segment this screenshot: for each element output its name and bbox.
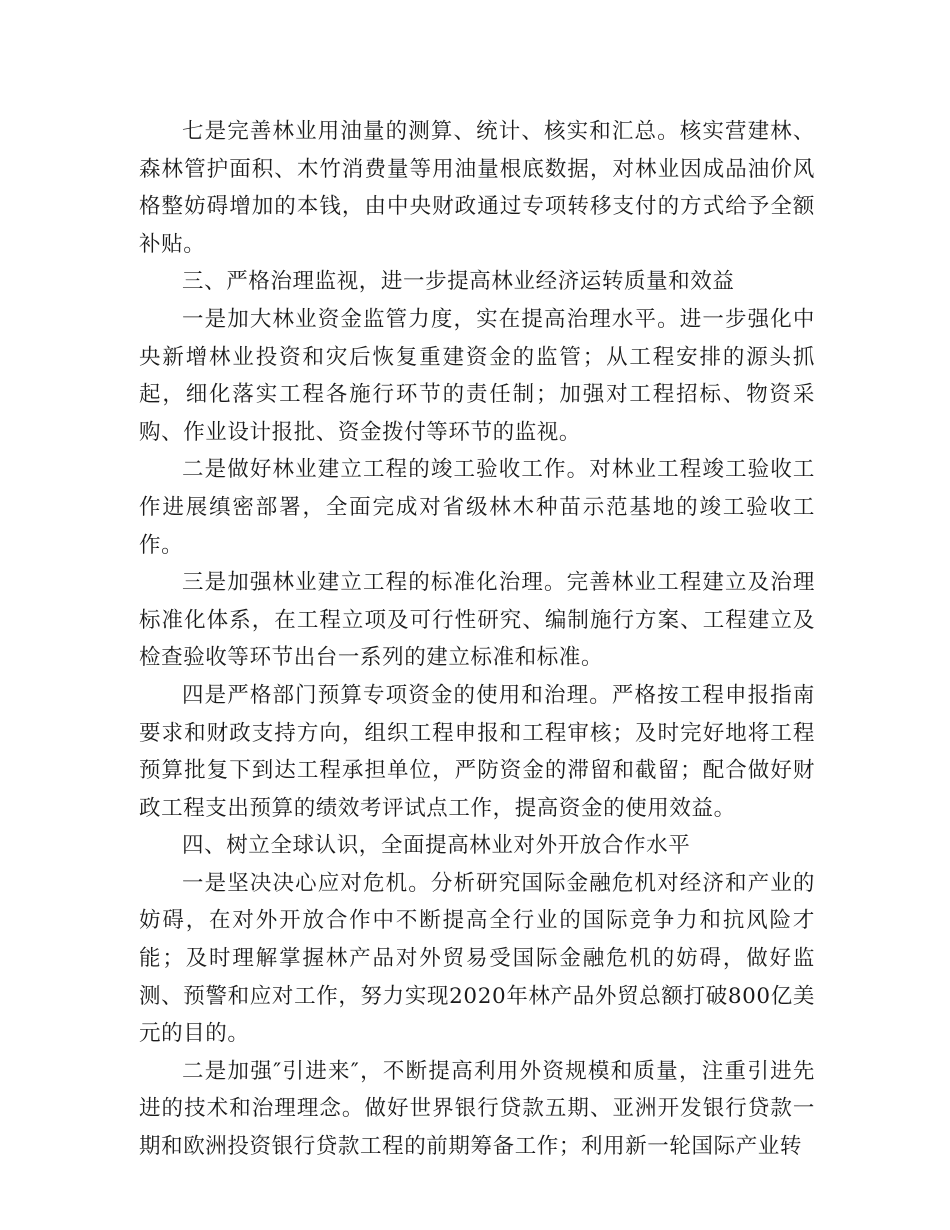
paragraph-foreign-investment: 二是加强″引进来″，不断提高利用外资规模和质量，注重引进先进的技术和治理理念。做好世界银行贷款五期、亚洲开发银行贷款一期和欧洲投资银行贷款工程的前期筹备工作；利用新一轮国际产业转 <box>139 1058 815 1160</box>
paragraph-item7-fuel-subsidy: 七是完善林业用油量的测算、统计、核实和汇总。核实营建林、森林管护面积、木竹消费量等用油量根底数据，对林业因成品油价风格整妨碍增加的本钱，由中央财政通过专项转移支付的方式给予全额补贴。 <box>139 119 815 257</box>
paragraph-project-acceptance: 二是做好林业建立工程的竣工验收工作。对林业工程竣工验收工作进展缜密部署，全面完成对省级林木种苗示范基地的竣工验收工作。 <box>139 457 815 558</box>
document-body <box>139 113 815 1166</box>
section-heading-4: 四、树立全球认识，全面提高林业对外开放合作水平 <box>182 833 691 859</box>
paragraph-fund-supervision: 一是加大林业资金监管力度，实在提高治理水平。进一步强化中央新增林业投资和灾后恢复重建资金的监管；从工程安排的源头抓起，细化落实工程各施行环节的责任制；加强对工程招标、物资采购、作业设计报批、资金拨付等环节的监视。 <box>139 306 815 445</box>
paragraph-standardization: 三是加强林业建立工程的标准化治理。完善林业工程建立及治理标准化体系，在工程立项及可行性研究、编制施行方案、工程建立及检查验收等环节出台一系列的建立标准和标准。 <box>139 570 815 671</box>
paragraph-budget-management: 四是严格部门预算专项资金的使用和治理。严格按工程申报指南要求和财政支持方向，组织工程申报和工程审核；及时完好地将工程预算批复下到达工程承担单位，严防资金的滞留和截留；配合做好财政工程支出预算的绩效考评试点工作，提高资金的使用效益。 <box>139 682 815 821</box>
section-heading-3: 三、严格治理监视，进一步提高林业经济运转质量和效益 <box>182 269 735 295</box>
paragraph-crisis-response: 一是坚决决心应对危机。分析研究国际金融危机对经济和产业的妨碍，在对外开放合作中不断提高全行业的国际竞争力和抗风险才能；及时理解掌握林产品对外贸易受国际金融危机的妨碍，做好监测、预警和应对工作，努力实现2020年林产品外贸总额打破800亿美元的目的。 <box>139 870 815 1047</box>
